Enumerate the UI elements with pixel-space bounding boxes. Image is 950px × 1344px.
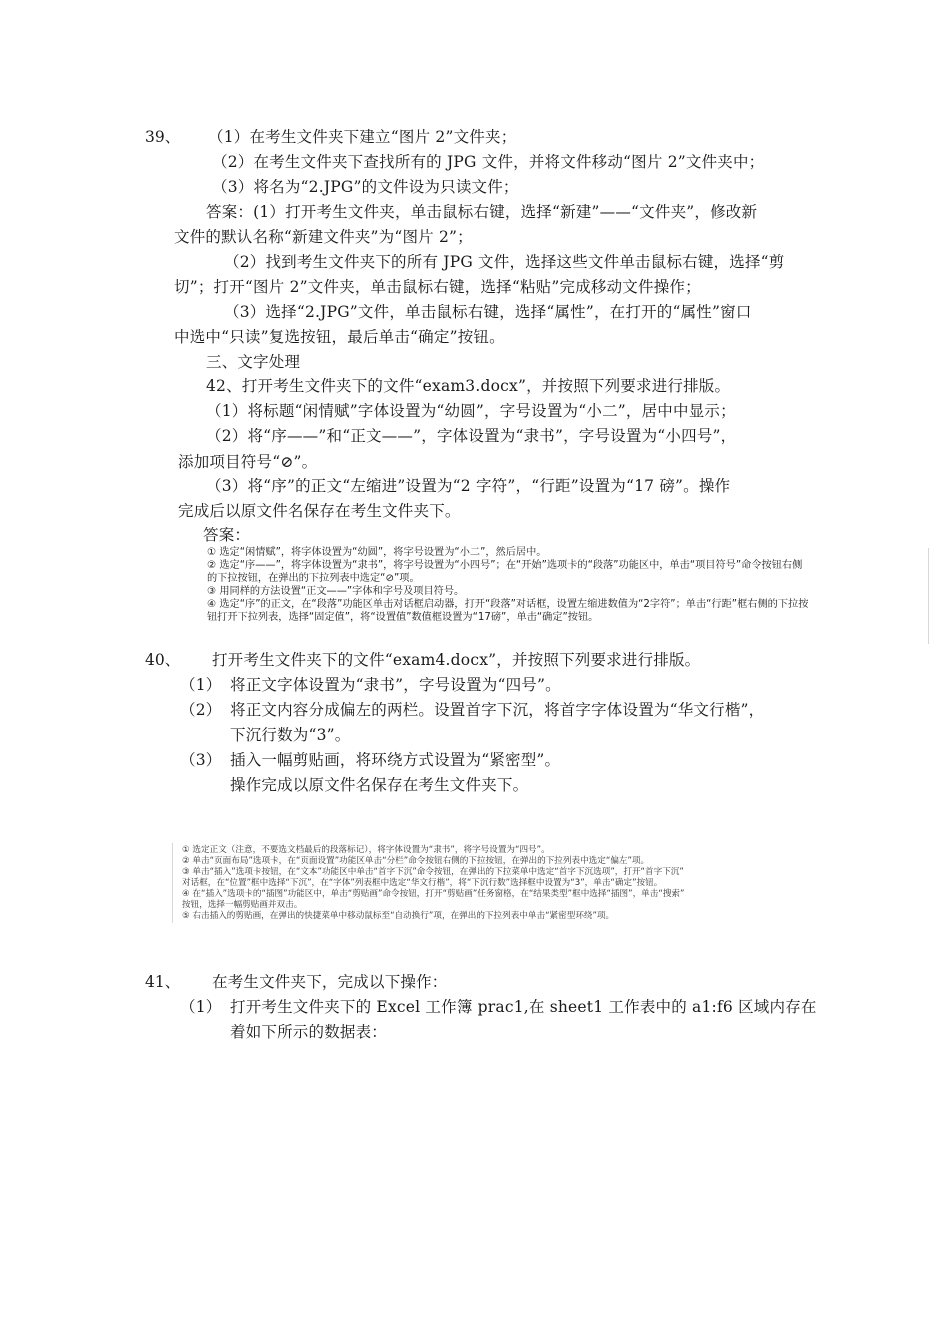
q42-answer-step-4: ④ 选定“序”的正文，在“段落”功能区单击对话框启动器，打开“段落”对话框，设置左缩进数值为“2字符”；单击“行距”框右侧的下拉按 — [207, 599, 809, 610]
question-39-number: 39、 — [145, 128, 181, 146]
q40-answer-step-3b: 对话框，在“位置”框中选择“下沉”，在“字体”列表框中选定“华文行楷”，将“下沉行数”选择框中设置为“3”，单击“确定”按钮。 — [182, 878, 663, 888]
question-40-number: 40、 — [145, 651, 181, 669]
q39-answer-line-2: 文件的默认名称“新建文件夹”为“图片 2”； — [174, 228, 473, 246]
q42-line-3: （2）将“序——”和“正文——”，字体设置为“隶书”，字号设置为“小四号”， — [206, 427, 737, 445]
q40-item-3-number: （3） — [180, 751, 222, 769]
q42-answer-step-2: ② 选定“序——”，将字体设置为“隶书”，将字号设置为“小四号”；在“开始”选项卡的“段落”功能区中，单击“项目符号”命令按钮右侧 — [207, 560, 803, 571]
q40-item-1-text: 将正文字体设置为“隶书”，字号设置为“四号”。 — [230, 676, 561, 694]
q40-answer-step-4: ④ 在“插入”选项卡的“插图”功能区中，单击“剪贴画”命令按钮，打开“剪贴画”任务窗格，在“结果类型”框中选择“插图”，单击“搜索” — [182, 889, 685, 899]
q42-line-5: （3）将“序”的正文“左缩进”设置为“2 字符”，“行距”设置为“17 磅”。操作 — [206, 477, 731, 495]
q41-item-1-text: 打开考生文件夹下的 Excel 工作簿 prac1,在 sheet1 工作表中的 a1:f6 区域内存在 — [230, 998, 817, 1016]
q42-answer-step-1: ① 选定“闲情赋”，将字体设置为“幼圆”，将字号设置为“小二”，然后居中。 — [207, 547, 547, 558]
q42-answer-step-3: ③ 用同样的方法设置“正文——”字体和字号及项目符号。 — [207, 586, 465, 597]
q41-intro: 在考生文件夹下，完成以下操作： — [212, 973, 448, 991]
q41-item-1-number: （1） — [180, 998, 222, 1016]
q42-line-1: 42、打开考生文件夹下的文件“exam3.docx”，并按照下列要求进行排版。 — [206, 377, 731, 395]
q42-line-2: （1）将标题“闲情赋”字体设置为“幼圆”，字号设置为“小二”，居中中显示； — [206, 402, 736, 420]
section-3-heading: 三、文字处理 — [206, 353, 301, 371]
q42-line-6: 完成后以原文件名保存在考生文件夹下。 — [178, 502, 461, 520]
q40-item-1-number: （1） — [180, 676, 222, 694]
q40-answer-step-5: ⑤ 右击插入的剪贴画，在弹出的快捷菜单中移动鼠标至“自动换行”项，在弹出的下拉列表中单击“紧密型环绕”项。 — [182, 911, 615, 921]
image-edge-line — [928, 548, 929, 644]
q39-answer-line-4: 切”；打开“图片 2”文件夹，单击鼠标右键，选择“粘贴”完成移动文件操作； — [174, 278, 701, 296]
q40-answer-step-4b: 按钮，选择一幅剪贴画并双击。 — [182, 900, 303, 910]
q40-answer-step-2: ② 单击“页面布局”选项卡，在“页面设置”功能区单击“分栏”命令按钮右侧的下拉按钮，在弹出的下拉列表中选定“偏左”项。 — [182, 856, 650, 866]
q40-item-2-text-cont: 下沉行数为“3”。 — [230, 726, 351, 744]
q40-item-2-number: （2） — [180, 701, 222, 719]
q40-save-note: 操作完成以原文件名保存在考生文件夹下。 — [230, 776, 529, 794]
question-41-number: 41、 — [145, 973, 181, 991]
q40-answer-step-3: ③ 单击“插入”选项卡按钮，在“文本”功能区中单击“首字下沉”命令按钮，在弹出的下拉菜单中选定“首字下沉选项”，打开“首字下沉” — [182, 867, 684, 877]
q40-item-2-text: 将正文内容分成偏左的两栏。设置首字下沉，将首字字体设置为“华文行楷”， — [230, 701, 765, 719]
q39-answer-line-3: （2）找到考生文件夹下的所有 JPG 文件，选择这些文件单击鼠标右键，选择“剪 — [224, 253, 785, 271]
q42-answer-label: 答案： — [203, 526, 251, 544]
q42-answer-step-4b: 钮打开下拉列表，选择“固定值”，将“设置值”数值框设置为“17磅”，单击“确定”按钮。 — [207, 612, 599, 623]
q40-item-3-text: 插入一幅剪贴画，将环绕方式设置为“紧密型”。 — [230, 751, 561, 769]
q39-task-1: （1）在考生文件夹下建立“图片 2”文件夹； — [208, 128, 517, 146]
q42-answer-step-2b: 的下拉按钮，在弹出的下拉列表中选定“⊘”项。 — [207, 573, 420, 584]
q39-answer-line-1: 答案：(1）打开考生文件夹，单击鼠标右键，选择“新建”——“文件夹”，修改新 — [206, 203, 758, 221]
q39-answer-line-6: 中选中“只读”复选按钮，最后单击“确定”按钮。 — [174, 328, 505, 346]
q40-answer-step-1: ① 选定正文（注意，不要选文档最后的段落标记），将字体设置为“隶书”，将字号设置为“四号”。 — [182, 845, 550, 855]
q39-task-3: （3）将名为“2.JPG”的文件设为只读文件； — [212, 178, 519, 196]
q42-line-4: 添加项目符号“⊘”。 — [178, 453, 318, 471]
image-edge-line-left — [172, 843, 173, 923]
q39-answer-line-5: （3）选择“2.JPG”文件，单击鼠标右键，选择“属性”，在打开的“属性”窗口 — [224, 303, 752, 321]
q39-task-2: （2）在考生文件夹下查找所有的 JPG 文件，并将文件移动“图片 2”文件夹中； — [212, 153, 765, 171]
q41-item-1-text-cont: 着如下所示的数据表： — [230, 1023, 388, 1041]
q40-intro: 打开考生文件夹下的文件“exam4.docx”，并按照下列要求进行排版。 — [212, 651, 701, 669]
